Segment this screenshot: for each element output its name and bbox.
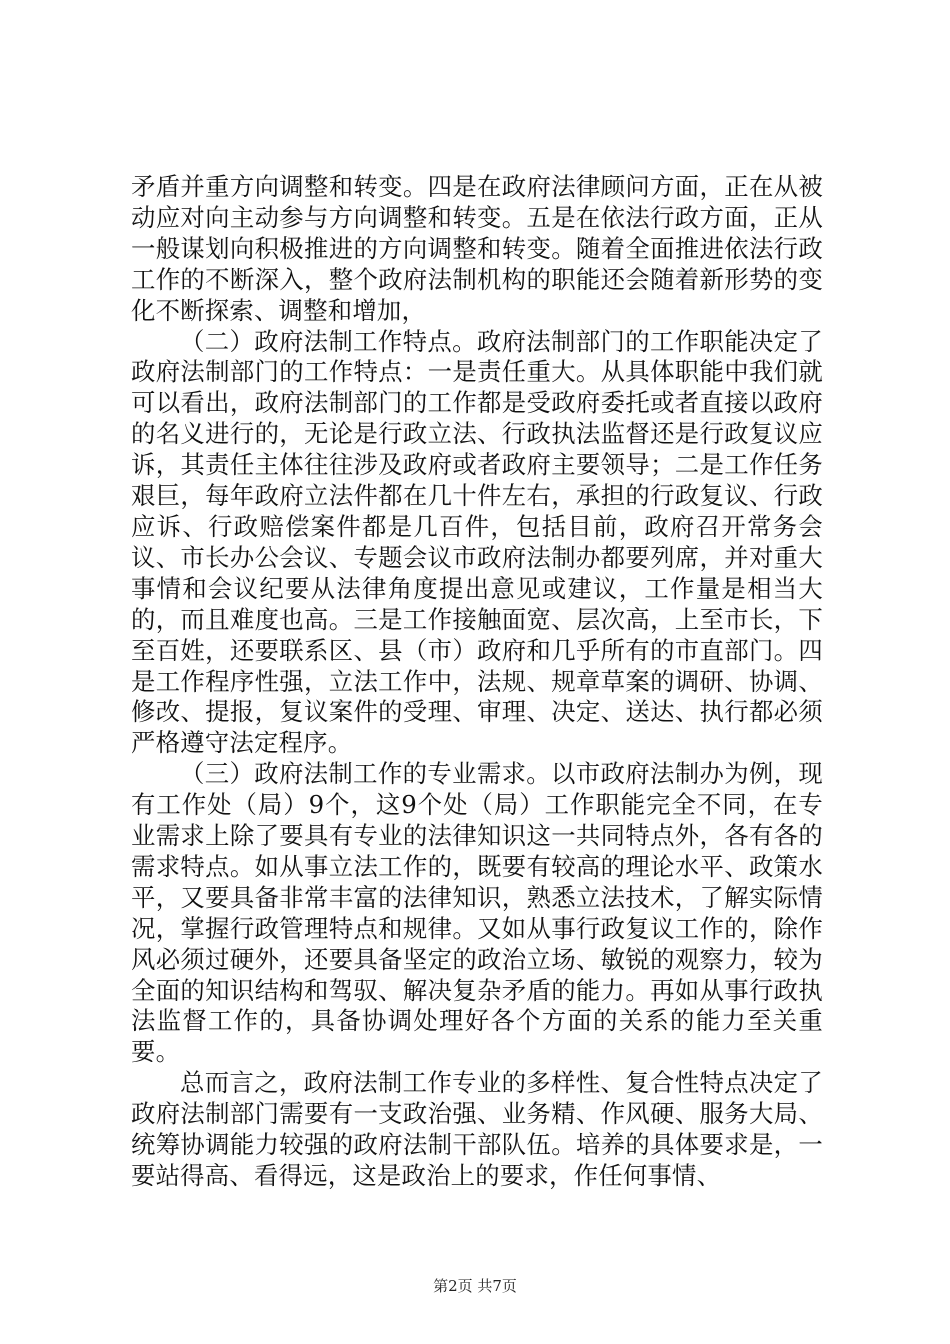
paragraph-3: （三）政府法制工作的专业需求。以市政府法制办为例，现有工作处（局）9个，这9个处（局）工作职能完全不同，在专业需求上除了要具有专业的法律知识这一共同特点外，各有各的需求特点。如从事立法工作的，既要有较高的理论水平、政策水平，又要具备非常丰富的法律知识，熟悉立法技术，了解实际情况，掌握行政管理特点和规律。又如从事行政复议工作的，除作风必须过硬外，还要具备坚定的政治立场、敏锐的观察力，较为全面的知识结构和驾驭、解决复杂矛盾的能力。再如从事行政执法监督工作的，具备协调处理好各个方面的关系的能力至关重要。 — [131, 759, 823, 1067]
paragraph-4: 总而言之，政府法制工作专业的多样性、复合性特点决定了政府法制部门需要有一支政治强、业务精、作风硬、服务大局、统筹协调能力较强的政府法制干部队伍。培养的具体要求是，一要站得高、看得远，这是政治上的要求，作任何事情、 — [131, 1068, 823, 1190]
page-footer: 第2页 共7页 — [433, 1277, 517, 1295]
paragraph-2: （二）政府法制工作特点。政府法制部门的工作职能决定了政府法制部门的工作特点：一是责任重大。从具体职能中我们就可以看出，政府法制部门的工作都是受政府委托或者直接以政府的名义进行的，无论是行政立法、行政执法监督还是行政复议应诉，其责任主体往往涉及政府或者政府主要领导；二是工作任务艰巨，每年政府立法件都在几十件左右，承担的行政复议、行政应诉、行政赔偿案件都是几百件，包括目前，政府召开常务会议、市长办公会议、专题会议市政府法制办都要列席，并对重大事情和会议纪要从法律角度提出意见或建议，工作量是相当大的，而且难度也高。三是工作接触面宽、层次高，上至市长，下至百姓，还要联系区、县（市）政府和几乎所有的市直部门。四是工作程序性强，立法工作中，法规、规章草案的调研、协调、修改、提报，复议案件的受理、审理、决定、送达、执行都必须严格遵守法定程序。 — [131, 326, 823, 758]
paragraph-1: 矛盾并重方向调整和转变。四是在政府法律顾问方面，正在从被动应对向主动参与方向调整和转变。五是在依法行政方面，正从一般谋划向积极推进的方向调整和转变。随着全面推进依法行政工作的不断深入，整个政府法制机构的职能还会随着新形势的变化不断探索、调整和增加， — [131, 172, 823, 325]
document-body — [131, 172, 823, 1192]
